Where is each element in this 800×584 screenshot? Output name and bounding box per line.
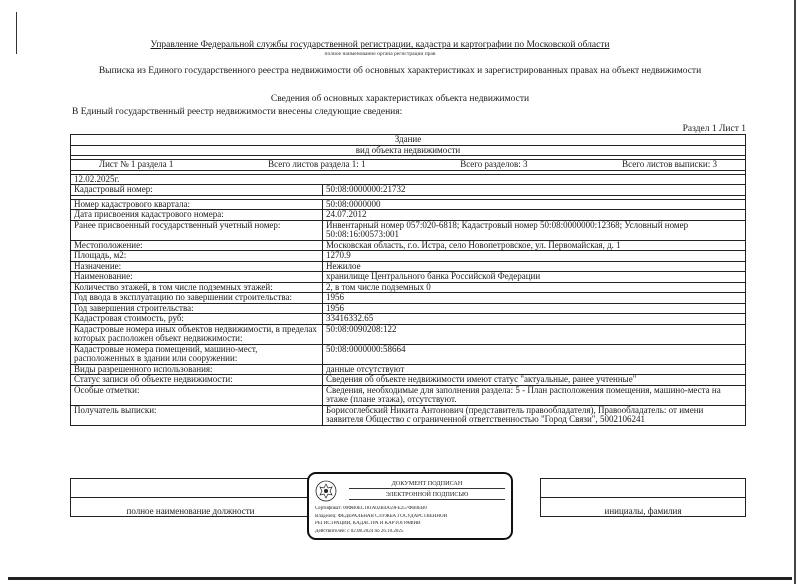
field-value: Борисоглебский Никита Антонович (представитель правообладателя), Правообладатель: от имени заявителя Общество с ограниченной ответственностью "Город Связи", 5002106241 [323, 405, 746, 425]
field-value: Инвентарный номер 057:020-6818; Кадастровый номер 50:08:0000000:12368; Условный номер 50:08:16:00573:001 [323, 220, 746, 240]
field-row [71, 375, 746, 386]
field-label: Количество этажей, в том числе подземных этажей: [71, 282, 323, 293]
object-type: Здание [71, 135, 746, 146]
field-row [71, 240, 746, 251]
field-label: Кадастровая стоимость, руб: [71, 314, 323, 325]
stamp-certificate: Сертификат: 00ФВ0EC181A02B4A59FE257ФB0EB0 [315, 506, 427, 511]
object-type-caption-row [71, 145, 746, 156]
field-label: Наименование: [71, 272, 323, 283]
field-label: Особые отметки: [71, 385, 323, 405]
total-section-sheets: Всего листов раздела 1: 1 [268, 159, 366, 169]
field-row [71, 293, 746, 304]
scan-edge-right [794, 0, 796, 584]
date-row [71, 174, 746, 185]
name-cell [541, 479, 746, 498]
field-label: Статус записи об объекте недвижимости: [71, 375, 323, 386]
stamp-subtitle: ЭЛЕКТРОННОЙ ПОДПИСЬЮ [349, 491, 505, 500]
field-value: 2, в том числе подземных 0 [323, 282, 746, 293]
stamp-title: ДОКУМЕНТ ПОДПИСАН [349, 480, 505, 489]
field-value: 24.07.2012 [323, 210, 746, 221]
stamp-validity: Действителен: с 02.08.2024 по 26.10.2025 [315, 529, 404, 534]
field-row [71, 405, 746, 425]
sheet-counts-row [71, 160, 746, 171]
agency-name: Управление Федеральной службы государственной регистрации, кадастра и картографии по Московской области [150, 40, 610, 50]
cadastral-number-row [71, 185, 746, 196]
object-type-row [71, 135, 746, 146]
field-value: 50:08:0000000:58664 [323, 344, 746, 364]
field-value: 1956 [323, 293, 746, 304]
field-label: Год завершения строительства: [71, 303, 323, 314]
field-value: 33416332.65 [323, 314, 746, 325]
field-value: хранилище Центрального банка Российской Федерации [323, 272, 746, 283]
section-title: Сведения об основных характеристиках объекта недвижимости [270, 94, 530, 104]
field-row [71, 385, 746, 405]
field-value: Сведения об объекте недвижимости имеют статус "актуальные, ранее учтенные" [323, 375, 746, 386]
intro-text: В Единый государственный реестр недвижимости внесены следующие сведения: [72, 107, 403, 117]
field-label: Кадастровые номера иных объектов недвижимости, в пределах которых расположен объект недвижимости: [71, 324, 323, 344]
field-value: 1270.9 [323, 251, 746, 262]
position-cell [71, 479, 311, 498]
field-value: 50:08:0000000:21732 [323, 185, 746, 196]
sheet-number: Лист № 1 раздела 1 [99, 159, 174, 169]
total-extract-sheets: Всего листов выписки: 3 [622, 159, 717, 169]
scan-edge-bottom [8, 577, 792, 580]
field-label: Назначение: [71, 261, 323, 272]
agency-caption: полное наименование органа регистрации прав [324, 51, 436, 57]
field-label: Номер кадастрового квартала: [71, 199, 323, 210]
field-label: Площадь, м2: [71, 251, 323, 262]
extract-date: 12.02.2025г. [71, 174, 746, 185]
field-row [71, 272, 746, 283]
field-row [71, 344, 746, 364]
field-row [71, 324, 746, 344]
field-label: Виды разрешенного использования: [71, 364, 323, 375]
field-value: 50:08:0000000 [323, 199, 746, 210]
field-value: Сведения, необходимые для заполнения раздела: 5 - План расположения помещения, машино-места на этаже (плане этажа), отсутствуют. [323, 385, 746, 405]
position-caption: полное наименование должности [71, 498, 311, 517]
field-row [71, 364, 746, 375]
coat-of-arms-icon [315, 480, 337, 502]
field-label: Дата присвоения кадастрового номера: [71, 210, 323, 221]
field-label: Кадастровый номер: [71, 185, 323, 196]
field-label: Местоположение: [71, 240, 323, 251]
field-row [71, 251, 746, 262]
characteristics-table [70, 134, 746, 426]
extract-title: Выписка из Единого государственного реестра недвижимости об основных характеристиках и зарегистрированных правах на объект недвижимости [98, 66, 702, 76]
field-label: Получатель выписки: [71, 405, 323, 425]
e-signature-stamp [307, 472, 513, 540]
object-type-caption: вид объекта недвижимости [71, 145, 746, 156]
field-row [71, 199, 746, 210]
field-value: данные отсутствуют [323, 364, 746, 375]
field-row [71, 220, 746, 240]
field-value: Нежилое [323, 261, 746, 272]
field-row [71, 282, 746, 293]
field-row [71, 261, 746, 272]
stamp-owner-line2: РЕГИСТРАЦИИ, КАДАСТРА И КАРТОГРАФИИ [315, 521, 421, 526]
field-value: 50:08:0090208:122 [323, 324, 746, 344]
field-value: Московская область, г.о. Истра, село Новопетровское, ул. Первомайская, д. 1 [323, 240, 746, 251]
total-sections: Всего разделов: 3 [460, 159, 528, 169]
field-row [71, 314, 746, 325]
field-label: Ранее присвоенный государственный учетный номер: [71, 220, 323, 240]
field-row [71, 303, 746, 314]
scan-edge-left [16, 12, 17, 54]
field-label: Год ввода в эксплуатацию по завершении строительства: [71, 293, 323, 304]
name-caption: инициалы, фамилия [541, 498, 746, 517]
sheet-info: Раздел 1 Лист 1 [682, 124, 746, 134]
stamp-owner-line1: Владелец: ФЕДЕРАЛЬНАЯ СЛУЖБА ГОСУДАРСТВЕННОЙ [315, 514, 448, 519]
field-row [71, 210, 746, 221]
field-label: Кадастровые номера помещений, машино-мест, расположенных в здании или сооружении: [71, 344, 323, 364]
field-value: 1956 [323, 303, 746, 314]
sheet-counts [74, 160, 742, 170]
field-rows [71, 199, 746, 425]
